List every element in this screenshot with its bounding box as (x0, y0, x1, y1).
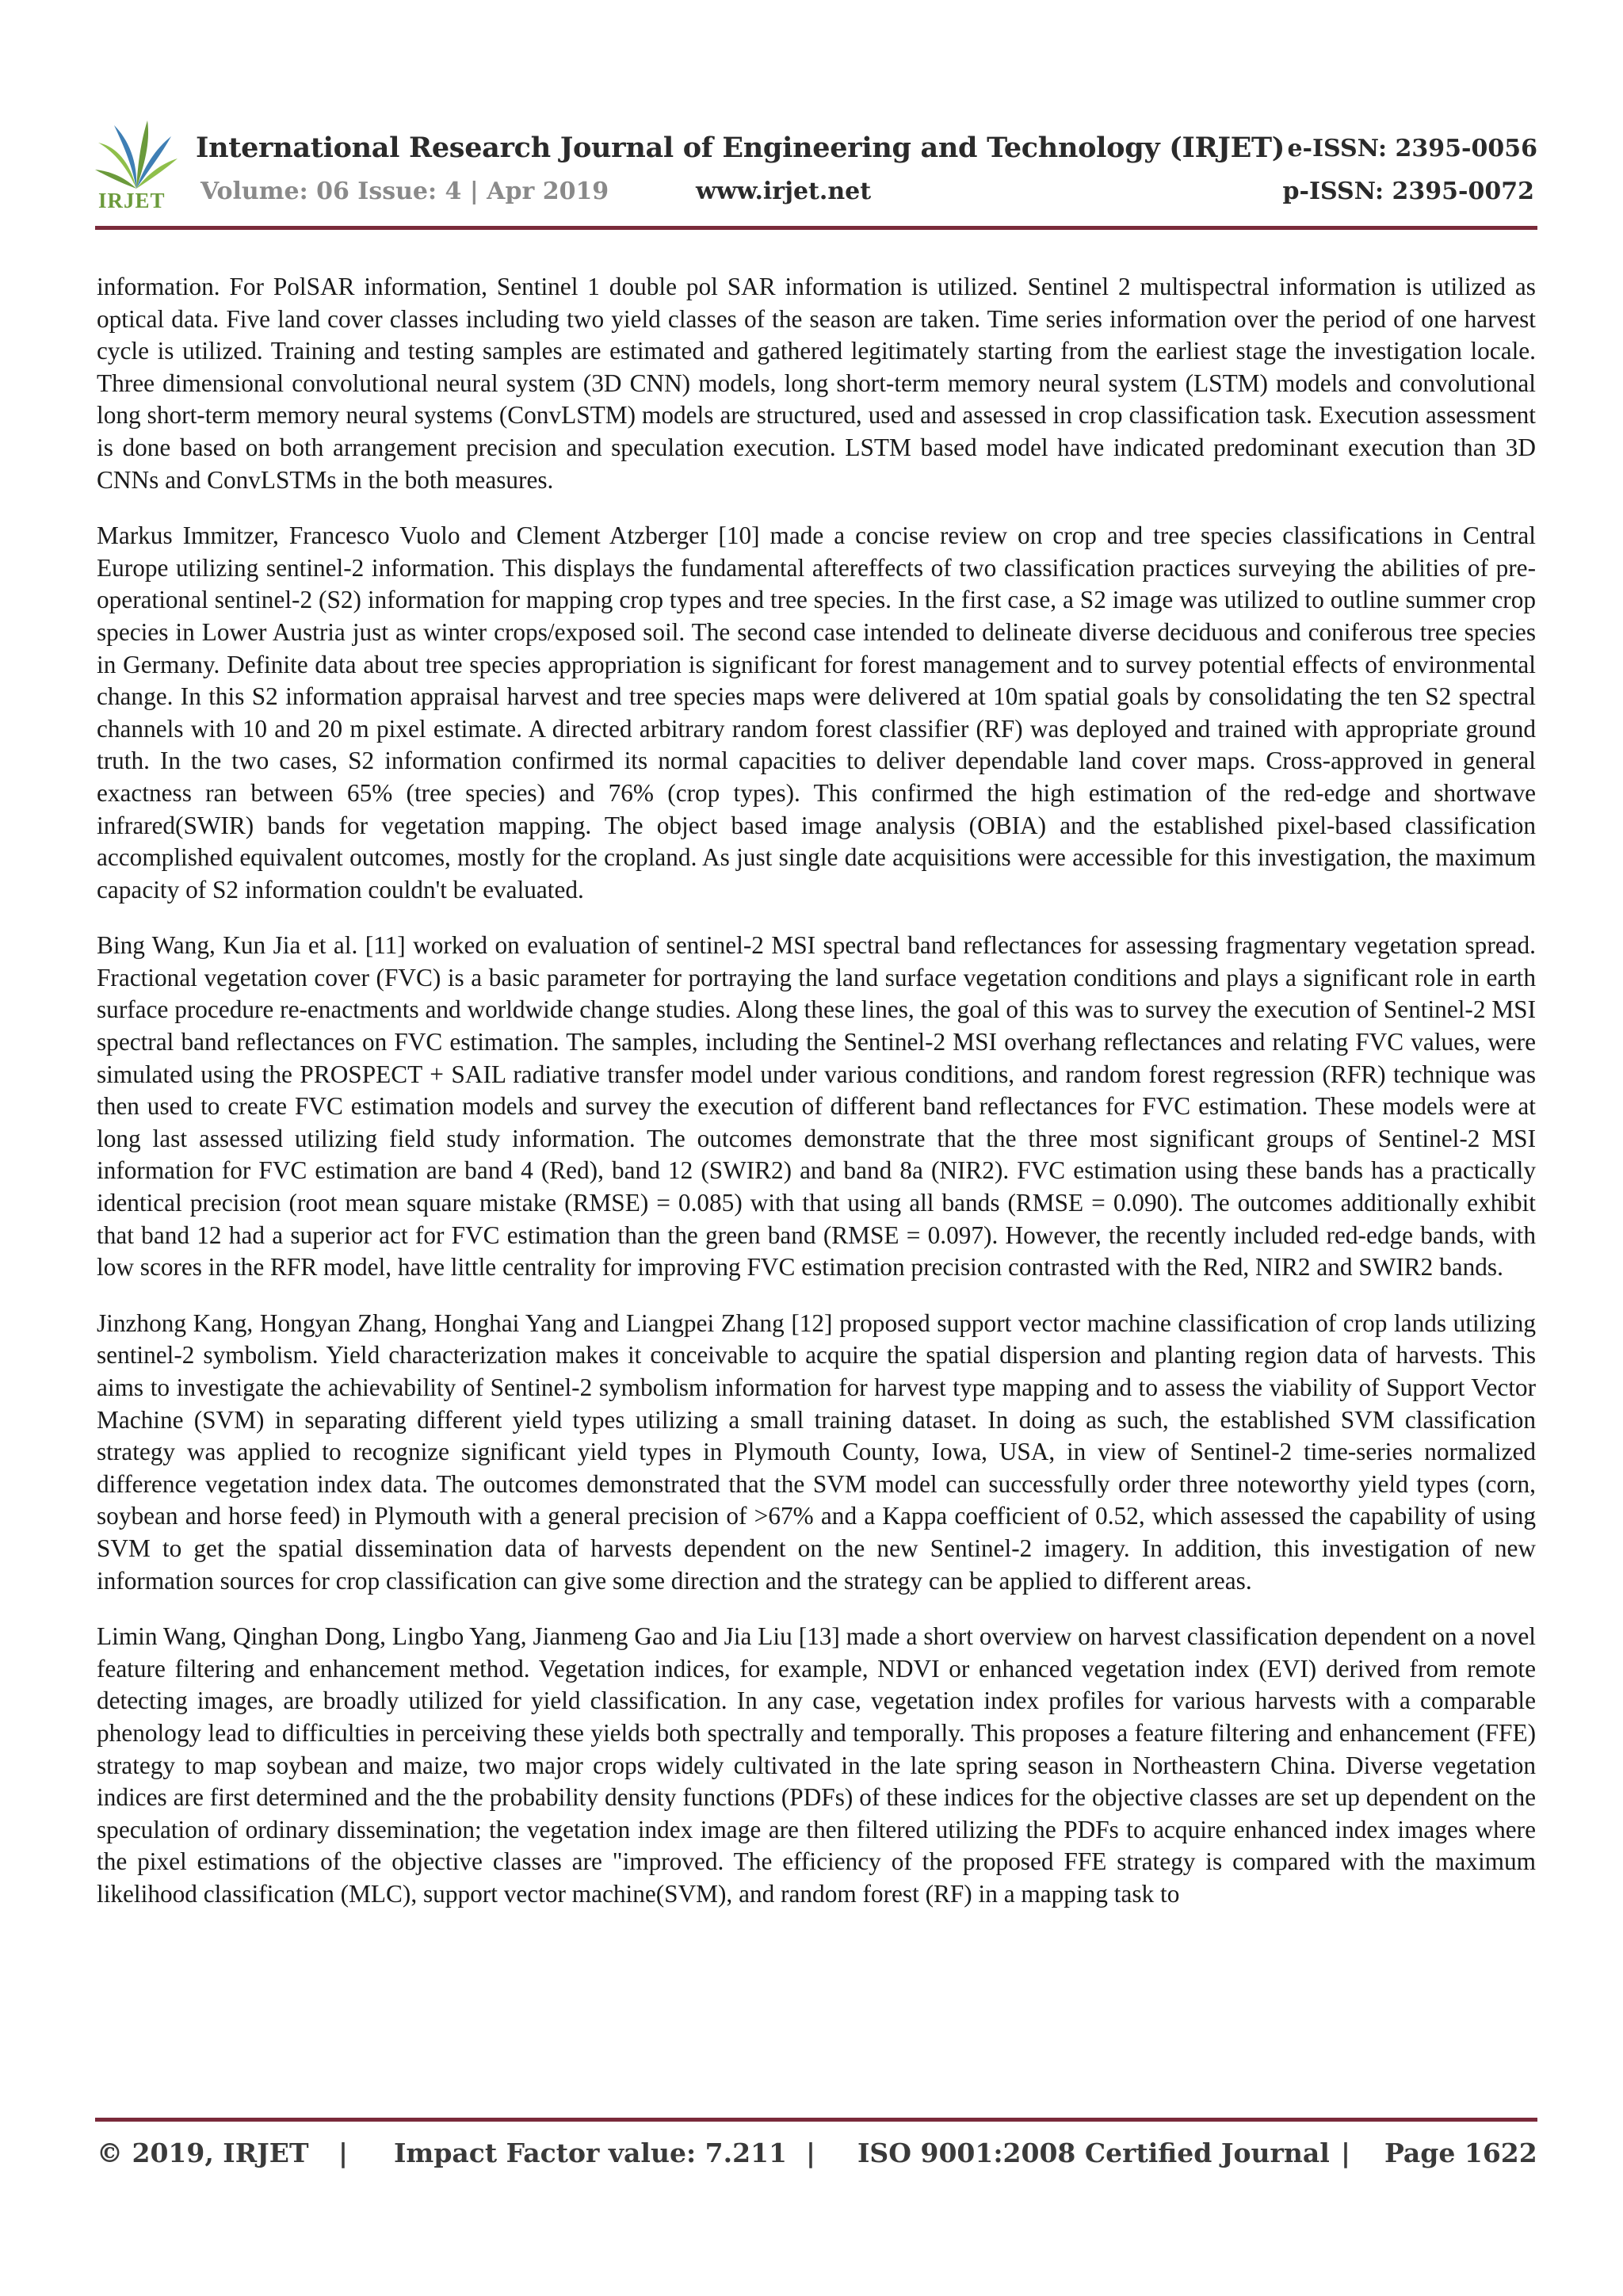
irjet-logo (95, 119, 178, 214)
footer-divider (95, 2118, 1537, 2122)
page-header (95, 119, 1537, 214)
paragraph: Limin Wang, Qinghan Dong, Lingbo Yang, Jianmeng Gao and Jia Liu [13] made a short overview on harvest classification dependent on a novel feature filtering and enhancement method. Vegetation indices, for example, NDVI or enhanced vegetation index (EVI) derived from remote detecting images, are broadly utilized for yield classification. In any case, vegetation index profiles for various harvests with a comparable phenology lead to difficulties in perceiving these yields both spectrally and temporally. This proposes a feature filtering and enhancement (FFE) strategy to map soybean and maize, two major crops widely cultivated in the late spring season in Northeastern China. Diverse vegetation indices are first determined and the the probability density functions (PDFs) of these indices for the objective classes are set up dependent on the speculation of ordinary dissemination; the vegetation index image are then filtered utilizing the PDFs to acquire enhanced index images where the pixel estimations of the objective classes are "improved. The efficiency of the proposed FFE strategy is compared with the maximum likelihood classification (MLC), support vector machine(SVM), and random forest (RF) in a mapping task to (97, 1622, 1536, 1908)
logo-text: IRJET (98, 189, 166, 212)
p-issn: p-ISSN: 2395-0072 (1282, 178, 1534, 205)
journal-website: www.irjet.net (696, 178, 872, 205)
paragraph: Markus Immitzer, Francesco Vuolo and Clement Atzberger [10] made a concise review on crop and tree species classifications in Central Europe utilizing sentinel-2 information. This displays the fundamental aftereffects of two classification practices surveying the abilities of pre-operational sentinel-2 (S2) information for mapping crop types and tree species. In the first case, a S2 image was utilized to outline summer crop species in Lower Austria just as winter crops/exposed soil. The second case intended to delineate diverse deciduous and coniferous tree species in Germany. Definite data about tree species appropriation is significant for forest management and to survey potential effects of environmental change. In this S2 information appraisal harvest and tree species maps were delivered at 10m spatial goals by consolidating the ten S2 spectral channels with 10 and 20 m pixel estimate. A directed arbitrary random forest classifier (RF) was deployed and trained with appropriate ground truth. In the two cases, S2 information confirmed its normal capacities to deliver dependable land cover maps. Cross-approved in general exactness ran between 65% (tree species) and 76% (crop types). This confirmed the high estimation of the red-edge and shortwave infrared(SWIR) bands for vegetation mapping. The object based image analysis (OBIA) and the established pixel-based classification accomplished equivalent outcomes, mostly for the cropland. As just single date acquisitions were accessible for this investigation, the maximum capacity of S2 information couldn't be evaluated. (97, 521, 1536, 904)
copyright: © 2019, IRJET (97, 2137, 309, 2168)
paragraph: information. For PolSAR information, Sentinel 1 double pol SAR information is utilized. Sentinel 2 multispectral information is utilized as optical data. Five land cover classes including two yield classes of the season are taken. Time series information over the period of one harvest cycle is utilized. Training and testing samples are estimated and gathered legitimately starting from the earliest stage the investigation locale. Three dimensional convolutional neural system (3D CNN) models, long short-term memory neural system (LSTM) models and convolutional long short-term memory neural systems (ConvLSTM) models are structured, used and assessed in crop classification task. Execution assessment is done based on both arrangement precision and speculation execution. LSTM based model have indicated predominant execution than 3D CNNs and ConvLSTMs in the both measures. (97, 273, 1536, 494)
footer-separator: | (338, 2137, 349, 2168)
page-number: Page 1622 (1384, 2137, 1537, 2168)
e-issn: e-ISSN: 2395-0056 (1287, 135, 1537, 162)
paragraph: Bing Wang, Kun Jia et al. [11] worked on evaluation of sentinel-2 MSI spectral band reflectances for assessing fragmentary vegetation spread. Fractional vegetation cover (FVC) is a basic parameter for portraying the land surface vegetation conditions and plays a significant role in earth surface procedure re-enactments and worldwide change studies. Along these lines, the goal of this was to survey the execution of Sentinel-2 MSI spectral band reflectances on FVC estimation. The samples, including the Sentinel-2 MSI overhang reflectances and relating FVC values, were simulated using the PROSPECT + SAIL radiative transfer model under various conditions, and random forest regression (RFR) technique was then used to create FVC estimation models and survey the execution of different band reflectances for FVC estimation. These models were at long last assessed utilizing field study information. The outcomes demonstrate that the three most significant groups of Sentinel-2 MSI information for FVC estimation are band 4 (Red), band 12 (SWIR2) and band 8a (NIR2). FVC estimation using these bands has a practically identical precision (root mean square mistake (RMSE) = 0.085) with that using all bands (RMSE = 0.090). The outcomes additionally exhibit that band 12 had a superior act for FVC estimation than the green band (RMSE = 0.097). However, the recently included red-edge bands, with low scores in the RFR model, have little centrality for improving FVC estimation precision contrasted with the Red, NIR2 and SWIR2 bands. (97, 931, 1536, 1282)
volume-issue: Volume: 06 Issue: 4 | Apr 2019 (200, 178, 609, 205)
page-footer (97, 2137, 1536, 2177)
article-body (97, 271, 1536, 1935)
footer-separator: | (1341, 2137, 1351, 2168)
iso-certification: ISO 9001:2008 Certified Journal (857, 2137, 1330, 2168)
paragraph: Jinzhong Kang, Hongyan Zhang, Honghai Yang and Liangpei Zhang [12] proposed support vector machine classification of crop lands utilizing sentinel-2 symbolism. Yield characterization makes it conceivable to acquire the spatial dispersion and planting region data of harvests. This aims to investigate the achievability of Sentinel-2 symbolism information for harvest type mapping and to assess the viability of Support Vector Machine (SVM) in separating different yield types utilizing a small training dataset. In doing as such, the established SVM classification strategy was applied to recognize significant yield types in Plymouth County, Iowa, USA, in view of Sentinel-2 time-series normalized difference vegetation index data. The outcomes demonstrated that the SVM model can successfully order three noteworthy yield types (corn, soybean and horse feed) in Plymouth with a general precision of >67% and a Kappa coefficient of 0.52, which assessed the capability of using SVM to get the spatial dissemination data of harvests dependent on the new Sentinel-2 imagery. In addition, this investigation of new information sources for crop classification can give some direction and the strategy can be applied to different areas. (97, 1308, 1536, 1595)
header-divider (95, 226, 1537, 230)
leaf-logo-icon (95, 119, 178, 194)
footer-separator: | (806, 2137, 816, 2168)
impact-factor: Impact Factor value: 7.211 (394, 2137, 787, 2168)
journal-title: International Research Journal of Engineering and Technology (IRJET) (196, 132, 1285, 164)
